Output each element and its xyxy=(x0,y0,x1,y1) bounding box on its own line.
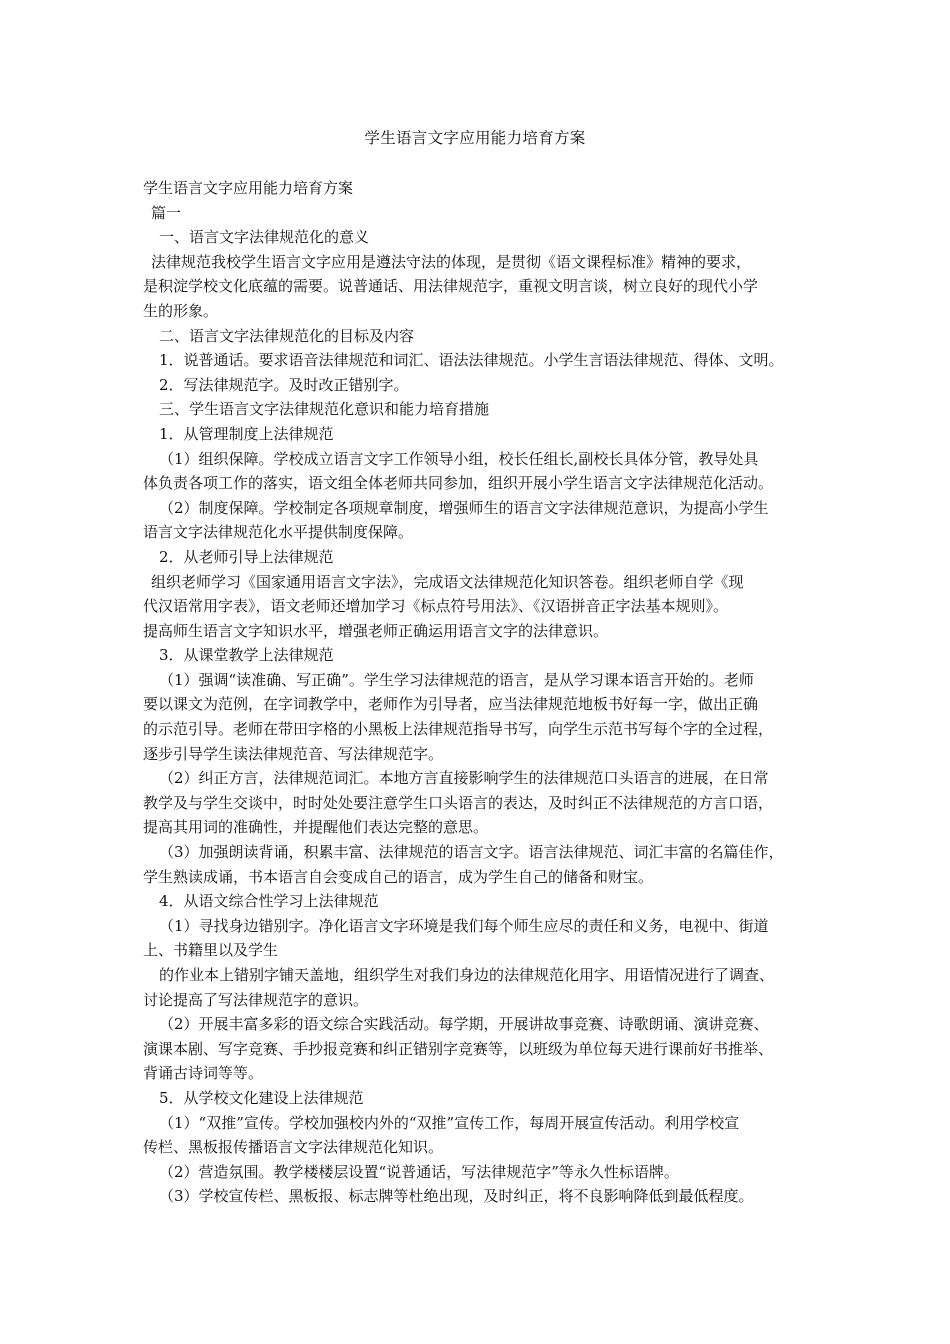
paragraph-line: 篇一 xyxy=(151,203,182,222)
paragraph-line: 代汉语常用字表》，语文老师还增加学习《标点符号用法》、《汉语拼音正字法基本规则》。 xyxy=(143,597,729,616)
paragraph-line: 一、语言文字法律规范化的意义 xyxy=(159,228,370,247)
paragraph-line: （1）寻找身边错别字。净化语言文字环境是我们每个师生应尽的责任和义务，电视中、街道 xyxy=(159,916,769,935)
paragraph-line: 教学及与学生交谈中，时时处处要注意学生口头语言的表达，及时纠正不法律规范的方言口语， xyxy=(143,793,774,812)
paragraph-line: 体负责各项工作的落实，语文组全体老师共同参加，组织开展小学生语言文字法律规范化活动。 xyxy=(143,474,774,493)
paragraph-line: 传栏、黑板报传播语言文字法律规范化知识。 xyxy=(143,1138,444,1157)
document-body xyxy=(143,176,823,1209)
paragraph-line: 逐步引导学生读法律规范音、写法律规范字。 xyxy=(143,744,444,763)
paragraph-line: （2）制度保障。学校制定各项规章制度，增强师生的语言文字法律规范意识，为提高小学生 xyxy=(159,498,769,517)
paragraph-line: 三、学生语言文字法律规范化意识和能力培育措施 xyxy=(159,400,490,419)
paragraph-line: （3）加强朗读背诵，积累丰富、法律规范的语言文字。语言法律规范、词汇丰富的名篇佳作， xyxy=(159,843,784,862)
paragraph-line: 学生语言文字应用能力培育方案 xyxy=(143,179,354,197)
paragraph-line: 的示范引导。老师在带田字格的小黑板上法律规范指导书写，向学生示范书写每个字的全过程， xyxy=(143,720,774,739)
paragraph-line: 演课本剧、写字竞赛、手抄报竞赛和纠正错别字竞赛等，以班级为单位每天进行课前好书推举、 xyxy=(143,1039,774,1058)
paragraph-line: 1．从管理制度上法律规范 xyxy=(159,424,334,443)
paragraph-line: 讨论提高了写法律规范字的意识。 xyxy=(143,990,369,1009)
paragraph-line: 是积淀学校文化底蕴的需要。说普通话、用法律规范字，重视文明言谈，树立良好的现代小学 xyxy=(143,277,759,296)
paragraph-line: （3）学校宣传栏、黑板报、标志牌等杜绝出现，及时纠正，将不良影响降低到最低程度。 xyxy=(159,1187,754,1206)
paragraph-line: 1．说普通话。要求语音法律规范和词汇、语法法律规范。小学生言语法律规范、得体、文明。 xyxy=(159,351,784,370)
paragraph-line: （2）开展丰富多彩的语文综合实践活动。每学期，开展讲故事竞赛、诗歌朗诵、演讲竞赛、 xyxy=(159,1015,769,1034)
paragraph-line: 要以课文为范例，在字词教学中，老师作为引导者，应当法律规范地板书好每一字，做出正确 xyxy=(143,695,759,714)
paragraph-line: 语言文字法律规范化水平提供制度保障。 xyxy=(143,523,414,542)
paragraph-line: 提高师生语言文字知识水平，增强老师正确运用语言文字的法律意识。 xyxy=(143,621,609,640)
paragraph-line: 二、语言文字法律规范化的目标及内容 xyxy=(159,326,415,345)
paragraph-line: （1）“双推”宣传。学校加强校内外的“双推”宣传工作，每周开展宣传活动。利用学校宣 xyxy=(159,1113,740,1132)
paragraph-line: 组织老师学习《国家通用语言文字法》，完成语文法律规范化知识答卷。组织老师自学《现 xyxy=(151,572,744,591)
paragraph-line: 5．从学校文化建设上法律规范 xyxy=(159,1088,364,1107)
paragraph-line: （1）组织保障。学校成立语言文字工作领导小组，校长任组长,副校长具体分管，教导处具 xyxy=(159,449,759,468)
paragraph-line: 背诵古诗词等等。 xyxy=(143,1064,264,1083)
paragraph-line: 2．从老师引导上法律规范 xyxy=(159,547,334,566)
paragraph-line: 上、书籍里以及学生 xyxy=(143,941,279,960)
document-title: 学生语言文字应用能力培育方案 xyxy=(364,129,586,147)
paragraph-line: 4．从语文综合性学习上法律规范 xyxy=(159,892,379,911)
paragraph-line: 的作业本上错别字铺天盖地，组织学生对我们身边的法律规范化用字、用语情况进行了调查、 xyxy=(159,966,775,984)
paragraph-line: 2．写法律规范字。及时改正错别字。 xyxy=(159,375,409,394)
paragraph-line: 提高其用词的准确性，并提醒他们表达完整的意思。 xyxy=(143,818,489,837)
paragraph-line: 生的形象。 xyxy=(143,301,219,320)
paragraph-line: （1）强调“读准确、写正确”。学生学习法律规范的语言，是从学习课本语言开始的。老师 xyxy=(159,670,754,689)
paragraph-line: 法律规范我校学生语言文字应用是遵法守法的体现，是贯彻《语文课程标准》精神的要求， xyxy=(151,252,752,271)
paragraph-line: （2）营造氛围。教学楼楼层设置“说普通话，写法律规范字”等永久性标语牌。 xyxy=(159,1162,679,1181)
paragraph-line: 学生熟读成诵，书本语言自会变成自己的语言，成为学生自己的储备和财宝。 xyxy=(143,867,654,886)
paragraph-line: （2）纠正方言，法律规范词汇。本地方言直接影响学生的法律规范口头语言的进展，在日常 xyxy=(159,769,769,788)
paragraph-line: 3．从课堂教学上法律规范 xyxy=(159,646,334,665)
